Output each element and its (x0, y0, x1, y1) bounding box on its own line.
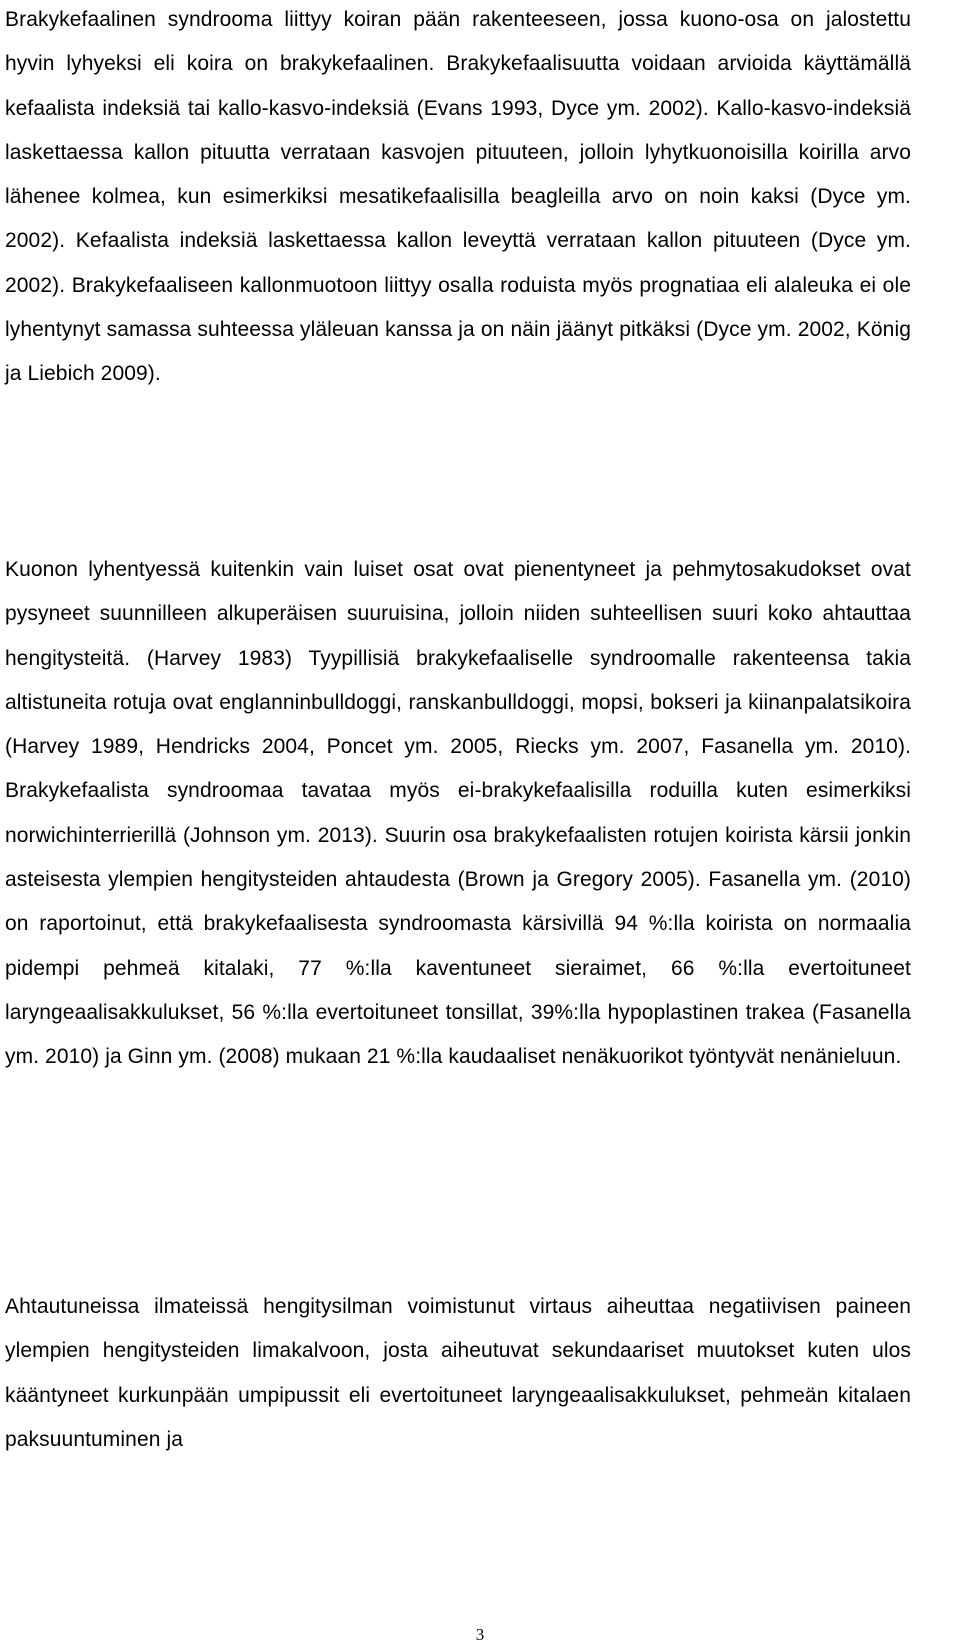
page-number: 3 (475, 1625, 485, 1644)
body-paragraph-soft-tissue-and-breeds: Kuonon lyhentyessä kuitenkin vain luiset osat ovat pienentyneet ja pehmytosakudokset ovat pysyneet suunnilleen alkuperäisen suuruisina, jolloin niiden suhteellisen suuri koko ahtauttaa hengitysteitä. (Harvey 1983) Tyypillisiä brakykefaaliselle syndroomalle rakenteensa takia altistuneita rotuja ovat englanninbulldoggi, ranskanbulldoggi, mopsi, bokseri ja kiinanpalatsikoira (Harvey 1989, Hendricks 2004, Poncet ym. 2005, Riecks ym. 2007, Fasanella ym. 2010). Brakykefaalista syndroomaa tavataa myös ei-brakykefaalisilla roduilla kuten esimerkiksi norwichinterrierillä (Johnson ym. 2013). Suurin osa brakykefaalisten rotujen koirista kärsii jonkin asteisesta ylempien hengitysteiden ahtaudesta (Brown ja Gregory 2005). Fasanella ym. (2010) on raportoinut, että brakykefaalisesta syndroomasta kärsivillä 94 %:lla koirista on normaalia pidempi pehmeä kitalaki, 77 %:lla kaventuneet sieraimet, 66 %:lla evertoituneet laryngeaalisakkulukset, 56 %:lla evertoituneet tonsillat, 39%:lla hypoplastinen trakea (Fasanella ym. 2010) ja Ginn ym. (2008) mukaan 21 %:lla kaudaaliset nenäkuorikot työntyvät nenänieluun. (5, 558, 911, 1069)
body-paragraph-brachycephalic-definition: Brakykefaalinen syndrooma liittyy koiran pään rakenteeseen, jossa kuono-osa on jalostettu hyvin lyhyeksi eli koira on brakykefaalinen. Brakykefaalisuutta voidaan arvioida käyttämällä kefaalista indeksiä tai kallo-kasvo-indeksiä (Evans 1993, Dyce ym. 2002). Kallo-kasvo-indeksiä laskettaessa kallon pituutta verrataan kasvojen pituuteen, jolloin lyhytkuonoisilla koirilla arvo lähenee kolmea, kun esimerkiksi mesatikefaalisilla beagleilla arvo on noin kaksi (Dyce ym. 2002). Kefaalista indeksiä laskettaessa kallon leveyttä verrataan kallon pituuteen (Dyce ym. 2002). Brakykefaaliseen kallonmuotoon liittyy osalla roduista myös prognatiaa eli alaleuka ei ole lyhentynyt samassa suhteessa yläleuan kanssa ja on näin jäänyt pitkäksi (Dyce ym. 2002, König ja Liebich 2009). (5, 8, 911, 386)
body-paragraph-airflow-consequences: Ahtautuneissa ilmateissä hengitysilman voimistunut virtaus aiheuttaa negatiivisen paineen ylempien hengitysteiden limakalvoon, josta aiheutuvat sekundaariset muutokset kuten ulos kääntyneet kurkunpään umpipussit eli evertoituneet laryngeaalisakkulukset, pehmeän kitalaen paksuuntuminen ja (5, 1295, 911, 1451)
